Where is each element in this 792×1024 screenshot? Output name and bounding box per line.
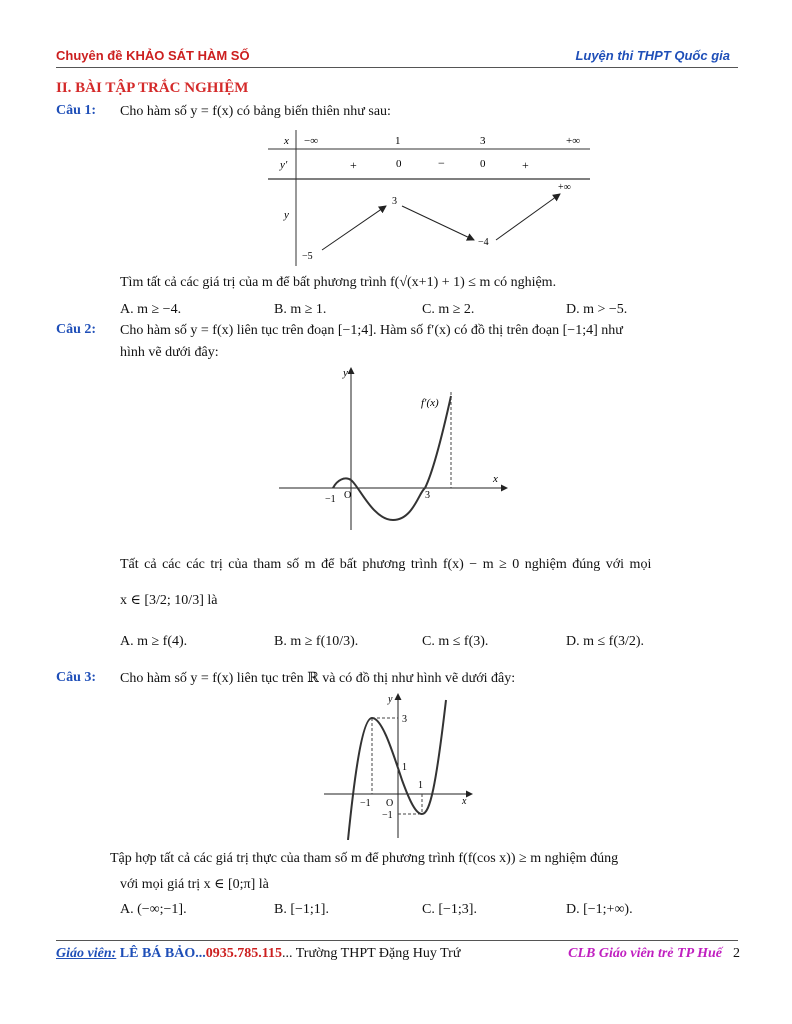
arrow-up-2 <box>496 194 560 240</box>
graph2-x-label: x <box>493 473 498 485</box>
x-val-3: 3 <box>480 135 486 147</box>
q3-option-d: D. [−1;+∞). <box>566 902 633 917</box>
tick-y3: 3 <box>402 714 407 725</box>
x-val-1: 1 <box>395 135 401 147</box>
table-x-label: x <box>284 135 289 147</box>
graph3-x-label: x <box>462 796 467 807</box>
q1-option-b: B. m ≥ 1. <box>274 302 327 317</box>
tick-xneg1: −1 <box>360 798 371 809</box>
q2-question2: x ∈ [3/2; 10/3] là <box>120 593 218 608</box>
y-val-3: 3 <box>392 196 397 207</box>
curve-label-fprime: f′(x) <box>421 397 439 409</box>
y-val-inf: +∞ <box>558 182 571 193</box>
q1-option-a: A. m ≥ −4. <box>120 302 182 317</box>
q2-label: Câu 2: <box>56 322 97 337</box>
q2-option-b: B. m ≥ f(10/3). <box>274 634 359 649</box>
x-neg-inf: −∞ <box>304 135 319 147</box>
q2-option-a: A. m ≥ f(4). <box>120 634 188 649</box>
tick-yneg1: −1 <box>382 810 393 821</box>
q3-option-a: A. (−∞;−1]. <box>120 902 187 917</box>
q2-option-c: C. m ≤ f(3). <box>422 634 489 649</box>
sign-plus-1: + <box>350 158 357 172</box>
graph2-y-label: y <box>343 367 348 379</box>
page-number: 2 <box>733 946 740 961</box>
table-yprime-label: y′ <box>280 159 288 171</box>
q1-label: Câu 1: <box>56 103 97 118</box>
q1-question: Tìm tất cả các giá trị của m để bất phương trình f(√(x+1) + 1) ≤ m có nghiệm. <box>120 275 557 290</box>
x-pos-inf: +∞ <box>566 135 581 147</box>
footer-club: CLB Giáo viên trẻ TP Huế <box>568 946 722 961</box>
tick-3: 3 <box>425 490 430 501</box>
q3-option-b: B. [−1;1]. <box>274 902 329 917</box>
q2-derivative-graph <box>275 362 515 532</box>
q1-option-c: C. m ≥ 2. <box>422 302 475 317</box>
sign-plus-2: + <box>522 158 529 172</box>
graph3-y-label: y <box>388 694 393 705</box>
header-rule <box>56 67 738 68</box>
q1-option-d: D. m > −5. <box>566 302 628 317</box>
q3-label: Câu 3: <box>56 670 97 685</box>
section-title: II. BÀI TẬP TRẮC NGHIỆM <box>56 80 249 96</box>
q2-intro2: hình vẽ dưới đây: <box>120 345 219 360</box>
q1-intro: Cho hàm số y = f(x) có bảng biến thiên như sau: <box>120 104 391 119</box>
f-curve <box>348 700 446 840</box>
q3-intro: Cho hàm số y = f(x) liên tục trên ℝ và có đồ thị như hình vẽ dưới đây: <box>120 671 516 686</box>
origin-label: O <box>344 490 352 501</box>
q2-intro: Cho hàm số y = f(x) liên tục trên đoạn [−1;4]. Hàm số f′(x) có đồ thị trên đoạn [−1;4] như <box>120 323 623 338</box>
table-y-label: y <box>284 209 289 221</box>
origin-label: O <box>386 798 394 809</box>
y-val-neg4: −4 <box>478 237 489 248</box>
header-left: Chuyên đề KHẢO SÁT HÀM SỐ <box>56 48 250 63</box>
q3-function-graph <box>322 690 482 840</box>
q3-question: Tập hợp tất cả các giá trị thực của tham số m để phương trình f(f(cos x)) ≥ m nghiệm đúng <box>110 851 619 866</box>
footer-school: Trường THPT Đặng Huy Trứ <box>295 946 461 961</box>
arrow-down <box>402 206 474 240</box>
header-right: Luyện thi THPT Quốc gia <box>575 48 730 63</box>
q2-option-d: D. m ≤ f(3/2). <box>566 634 645 649</box>
footer: Giáo viên: LÊ BÁ BẢO...0935.785.115... Trường THPT Đặng Huy Trứ CLB Giáo viên trẻ TP Huế 2 <box>56 946 740 961</box>
tick-x1: 1 <box>418 780 423 791</box>
footer-teacher-name: LÊ BÁ BẢO <box>119 946 196 961</box>
sign-zero-2: 0 <box>480 158 486 170</box>
y-val-neg5: −5 <box>302 251 313 262</box>
q2-question: Tất cả các các trị của tham số m để bất phương trình f(x) − m ≥ 0 nghiệm đúng với mọi <box>120 557 652 572</box>
tick-neg1: −1 <box>325 494 336 505</box>
arrow-up-1 <box>322 206 386 250</box>
q1-variation-table <box>262 130 592 268</box>
q3-option-c: C. [−1;3]. <box>422 902 477 917</box>
footer-phone: 0935.785.115 <box>205 946 282 961</box>
footer-rule <box>56 940 738 941</box>
sign-zero-1: 0 <box>396 158 402 170</box>
sign-minus: − <box>438 156 445 170</box>
q3-question2: với mọi giá trị x ∈ [0;π] là <box>120 877 269 892</box>
tick-y1: 1 <box>402 762 407 773</box>
footer-teacher-label: Giáo viên: <box>56 946 117 961</box>
